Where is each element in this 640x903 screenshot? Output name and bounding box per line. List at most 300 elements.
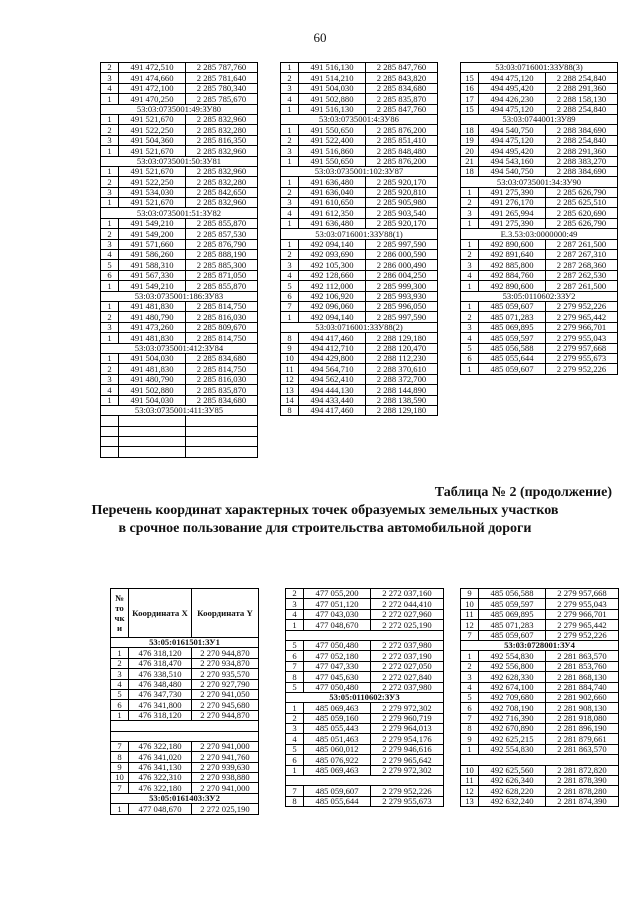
coordinate-x: 491 571,660 [119,239,186,249]
table-row [281,270,438,280]
point-number: 18 [461,166,479,176]
coordinate-y: 2 285 834,680 [186,395,258,405]
parcel-id: 53:03:0716001:3ЗУ88(3) [461,63,618,73]
coordinate-x: 492 112,000 [299,281,366,291]
coordinate-y: 2 281 878,390 [546,776,619,786]
point-number: 8 [286,796,304,806]
coordinate-y: 2 270 941,760 [192,752,259,762]
point-number: 1 [281,177,299,187]
coordinate-y: 2 288 383,270 [546,156,618,166]
coordinate-y: 2 270 939,630 [192,762,259,772]
table-row [286,755,444,765]
point-number: 1 [286,765,304,775]
coordinate-y [186,416,258,426]
coordinate-y: 2 285 851,410 [366,135,438,145]
point-number: 5 [111,689,129,699]
point-number: 9 [461,589,479,599]
parcel-header-row [101,291,258,301]
coordinate-x: 476 318,470 [129,658,192,668]
point-number: 2 [101,312,119,322]
coordinate-x: 476 322,180 [129,783,192,793]
header-point-number: № то чк и [111,589,129,638]
parcel-header-row [461,291,618,301]
table-row [461,599,619,609]
table-row [461,166,618,176]
point-number: 7 [461,630,479,640]
parcel-id: 53:03:0735001:412:ЗУ84 [101,343,258,353]
point-number: 4 [286,609,304,619]
coordinate-x: 485 059,597 [479,333,546,343]
point-number: 3 [101,322,119,332]
coordinate-x: 492 632,240 [479,796,546,806]
coordinate-x: 477 050,480 [304,682,371,692]
coordinate-y: 2 287 261,500 [546,281,618,291]
parcel-header-row [281,166,438,176]
coordinate-y: 2 270 944,870 [192,648,259,658]
table-row [101,94,258,104]
point-number: 2 [281,73,299,83]
coordinate-x: 491 504,360 [119,135,186,145]
coordinate-x: 491 480,790 [119,312,186,322]
coordinate-y: 2 281 879,661 [546,734,619,744]
coordinate-y: 2 288 384,690 [546,166,618,176]
coordinate-x: 494 417,460 [299,333,366,343]
point-number: 2 [286,589,304,599]
point-number: 5 [281,281,299,291]
coordinate-y: 2 272 027,050 [371,661,444,671]
table-row [461,796,619,806]
coordinate-y: 2 285 997,590 [366,312,438,322]
parcel-id: 53:03:0735001:102:ЗУ87 [281,166,438,176]
coordinate-x: 476 322,310 [129,773,192,783]
table-row [286,734,444,744]
point-number: 5 [286,682,304,692]
coordinate-x: 485 051,463 [304,734,371,744]
point-number: 8 [281,333,299,343]
coordinate-y: 2 279 954,176 [371,734,444,744]
point-number: 7 [286,786,304,796]
table-row [461,353,618,363]
coordinate-y: 2 285 625,510 [546,198,618,208]
table-row [281,395,438,405]
point-number: 1 [281,218,299,228]
coordinate-y: 2 285 848,480 [366,146,438,156]
point-number: 9 [281,343,299,353]
point-number: 14 [281,395,299,405]
table-row [101,312,258,322]
coordinate-x: 492 708,190 [479,703,546,713]
coordinate-y [186,447,258,457]
point-number: 1 [461,364,479,374]
coordinate-y: 2 279 952,226 [371,786,444,796]
coordinate-x: 491 550,650 [299,125,366,135]
point-number: 4 [101,83,119,93]
coordinate-y: 2 285 871,050 [186,270,258,280]
parcel-id: 53:05:0161403:ЗУ2 [111,793,259,803]
coordinate-y: 2 285 785,670 [186,94,258,104]
table-row [111,762,259,772]
table-row [286,724,444,734]
coordinate-y: 2 285 816,350 [186,135,258,145]
coordinate-x: 477 051,120 [304,599,371,609]
table-row [461,589,619,599]
point-number: 15 [461,104,479,114]
coordinate-x: 491 474,660 [119,73,186,83]
point-number: 1 [101,166,119,176]
point-number: 3 [101,187,119,197]
coordinate-x: 476 341,130 [129,762,192,772]
table-caption: Таблица № 2 (продолжение) [434,485,612,500]
point-number: 9 [461,734,479,744]
coordinate-y: 2 272 037,980 [371,640,444,650]
parcel-id: 53:03:0744001:ЗУ89 [461,114,618,124]
parcel-header-row [281,229,438,239]
point-number: 1 [461,187,479,197]
coordinate-x: 491 636,040 [299,187,366,197]
coordinate-y: 2 285 834,680 [186,353,258,363]
table-row [281,146,438,156]
point-number: 2 [101,229,119,239]
coordinate-x: 492 890,600 [479,239,546,249]
coordinate-y: 2 285 876,790 [186,239,258,249]
coordinate-x: 494 475,120 [479,135,546,145]
coordinate-y: 2 288 291,360 [546,83,618,93]
coordinate-y: 2 286 000,590 [366,250,438,260]
point-number: 3 [101,135,119,145]
point-number: 6 [461,703,479,713]
coordinate-y: 2 281 878,280 [546,786,619,796]
table-row [286,796,444,806]
coordinate-x: 491 516,860 [299,146,366,156]
coordinate-x: 494 543,160 [479,156,546,166]
point-number [101,447,119,457]
table-row [281,187,438,197]
coordinate-y: 2 285 847,760 [366,104,438,114]
table-row [461,333,618,343]
point-number: 8 [281,405,299,415]
point-number: 2 [111,658,129,668]
coordinate-y: 2 279 972,302 [371,765,444,775]
point-number: 2 [286,713,304,723]
parcel-header-row [461,177,618,187]
table-row [286,713,444,723]
point-number: 3 [286,599,304,609]
coordinate-x: 485 069,895 [479,609,546,619]
coordinate-y: 2 270 944,870 [192,710,259,720]
coordinate-x: 494 412,710 [299,343,366,353]
coordinate-x: 492 885,800 [479,260,546,270]
coordinate-y: 2 279 952,226 [546,301,618,311]
coordinate-x: 491 470,250 [119,94,186,104]
table-row [461,260,618,270]
coordinate-y: 2 288 144,890 [366,385,438,395]
coordinate-y: 2 270 941,000 [192,783,259,793]
coordinate-y: 2 285 843,820 [366,73,438,83]
coordinate-y: 2 281 874,390 [546,796,619,806]
coordinate-x: 477 043,030 [304,609,371,619]
coordinate-y: 2 288 129,180 [366,405,438,415]
parcel-id: 53:05:0110602:3ЗУ2 [461,291,618,301]
table-row [281,312,438,322]
coordinate-x: 476 348,480 [129,679,192,689]
table-row [111,679,259,689]
coordinate-y: 2 279 966,701 [546,609,619,619]
coordinate-x [119,437,186,447]
coordinate-y: 2 270 935,570 [192,669,259,679]
coordinate-x: 491 610,650 [299,198,366,208]
table-row [461,146,618,156]
point-number [101,426,119,436]
coordinate-x: 492 716,390 [479,713,546,723]
table-row [101,447,258,457]
table-row [461,83,618,93]
coordinates-table-bottom-2 [285,588,444,807]
table-row [461,672,619,682]
coordinate-x: 491 516,130 [299,104,366,114]
coordinate-y: 2 285 847,760 [366,63,438,73]
table-row [461,322,618,332]
coordinate-x: 494 429,800 [299,353,366,363]
point-number: 1 [281,104,299,114]
coordinate-x: 492 105,300 [299,260,366,270]
table-row [101,437,258,447]
coordinate-x: 477 047,330 [304,661,371,671]
coordinate-y: 2 288 254,840 [546,73,618,83]
point-number: 4 [281,94,299,104]
coordinate-x: 491 472,100 [119,83,186,93]
table-row [286,599,444,609]
point-number: 1 [281,239,299,249]
table-row [281,281,438,291]
table-row [101,187,258,197]
point-number: 5 [101,260,119,270]
coordinate-y: 2 279 965,442 [546,312,618,322]
coordinate-y: 2 288 291,360 [546,146,618,156]
coordinate-y: 2 285 832,960 [186,146,258,156]
parcel-header-row [111,793,259,803]
point-number: 7 [111,783,129,793]
table-row [281,353,438,363]
table-row [101,83,258,93]
coordinate-x: 476 341,800 [129,700,192,710]
coordinate-y: 2 279 965,442 [546,620,619,630]
point-number: 11 [461,776,479,786]
coordinate-x: 491 586,260 [119,250,186,260]
table-row [101,374,258,384]
table-row [461,786,619,796]
coordinate-y: 2 285 835,870 [366,94,438,104]
table-row [461,135,618,145]
coordinate-x: 491 481,830 [119,333,186,343]
point-number: 1 [281,312,299,322]
point-number: 2 [101,63,119,73]
coordinate-y: 2 279 957,668 [546,343,618,353]
coordinate-y: 2 281 853,760 [546,661,619,671]
table-row [461,104,618,114]
coordinate-y: 2 285 857,530 [186,229,258,239]
table-row [111,689,259,699]
coordinate-x: 491 265,994 [479,208,546,218]
parcel-id: 53:03:0728001:ЗУ4 [461,640,619,650]
coordinate-y: 2 272 025,190 [192,804,259,814]
coordinate-y: 2 285 876,200 [366,125,438,135]
coordinate-x: 491 522,250 [119,125,186,135]
parcel-id: 53:03:0716001:3ЗУ88(1) [281,229,438,239]
table-row [101,260,258,270]
point-number: 1 [111,710,129,720]
blank-cell [286,776,444,786]
coordinate-y: 2 281 863,570 [546,744,619,754]
parcel-header-row [101,104,258,114]
point-number: 1 [101,395,119,405]
blank-row [111,721,259,731]
point-number: 1 [281,125,299,135]
parcel-header-row [461,114,618,124]
coordinate-y: 2 279 960,719 [371,713,444,723]
table-row [461,609,619,619]
coordinate-x: 492 884,760 [479,270,546,280]
coordinate-x: 476 347,730 [129,689,192,699]
coordinate-x: 491 481,830 [119,301,186,311]
table-row [286,765,444,775]
coordinate-y: 2 285 920,170 [366,218,438,228]
coordinates-table-bottom-3 [460,588,619,807]
coordinate-x: 494 564,710 [299,364,366,374]
point-number: 1 [461,239,479,249]
parcel-header-row [286,692,444,702]
coordinate-y [186,426,258,436]
point-number: 4 [461,333,479,343]
coordinate-y: 2 272 037,190 [371,651,444,661]
blank-row [461,755,619,765]
coordinate-y: 2 288 254,840 [546,104,618,114]
point-number: 18 [461,125,479,135]
parcel-id: 53:03:0735001:51:ЗУ82 [101,208,258,218]
coordinate-x: 491 550,650 [299,156,366,166]
coordinate-y: 2 279 955,673 [371,796,444,806]
table-row [101,114,258,124]
coordinate-y: 2 281 918,080 [546,713,619,723]
table-row [281,333,438,343]
parcel-header-row [111,638,259,648]
parcel-id: 53:03:0735001:50:ЗУ81 [101,156,258,166]
point-number: 4 [286,734,304,744]
coordinate-y: 2 285 855,870 [186,218,258,228]
point-number: 4 [281,270,299,280]
table-row [281,208,438,218]
parcel-id: Е.3.53:03:0000000:49 [461,229,618,239]
point-number: 3 [461,322,479,332]
coordinate-x: 491 636,480 [299,177,366,187]
table-row [101,229,258,239]
table-row [101,218,258,228]
coordinate-x: 492 628,330 [479,672,546,682]
point-number: 5 [461,692,479,702]
coordinate-y: 2 270 941,000 [192,741,259,751]
table-row [101,166,258,176]
point-number: 3 [111,669,129,679]
coordinate-x [119,447,186,457]
table-row [111,658,259,668]
point-number: 1 [281,63,299,73]
coordinate-y: 2 287 268,360 [546,260,618,270]
table-row [286,589,444,599]
coordinate-x [119,426,186,436]
coordinate-y: 2 279 972,302 [371,703,444,713]
coordinate-x: 492 628,220 [479,786,546,796]
point-number: 1 [111,804,129,814]
coordinate-y: 2 285 626,790 [546,187,618,197]
blank-row [111,731,259,741]
table-row [101,146,258,156]
coordinate-y: 2 272 044,410 [371,599,444,609]
parcel-header-row [461,229,618,239]
coordinate-y: 2 281 872,820 [546,765,619,775]
point-number: 1 [286,620,304,630]
point-number: 21 [461,156,479,166]
table-row [101,135,258,145]
parcel-header-row [101,156,258,166]
coordinate-x: 492 709,680 [479,692,546,702]
point-number: 11 [281,364,299,374]
coordinate-x: 485 059,607 [479,301,546,311]
coordinate-x: 494 540,750 [479,166,546,176]
table-row [286,744,444,754]
point-number: 2 [101,364,119,374]
point-number: 12 [461,620,479,630]
coordinate-y: 2 286 000,490 [366,260,438,270]
coordinate-x: 491 275,390 [479,218,546,228]
coordinate-y: 2 288 254,840 [546,135,618,145]
coordinate-x: 485 069,895 [479,322,546,332]
coordinate-x: 485 056,588 [479,343,546,353]
parcel-id: 53:03:0735001:411:ЗУ85 [101,405,258,415]
coordinate-y: 2 279 946,616 [371,744,444,754]
table-row [461,661,619,671]
coordinate-x: 492 106,920 [299,291,366,301]
point-number: 6 [286,651,304,661]
coordinate-x: 494 495,420 [479,146,546,156]
point-number: 1 [101,218,119,228]
table-row [111,773,259,783]
coordinate-x: 494 433,440 [299,395,366,405]
table-row [101,416,258,426]
table-row [281,177,438,187]
table-row [286,640,444,650]
table-row [461,208,618,218]
point-number: 8 [461,724,479,734]
coordinate-x: 492 096,060 [299,301,366,311]
point-number: 3 [281,83,299,93]
table-row [111,752,259,762]
parcel-id: 53:03:0716001:3ЗУ88(2) [281,322,438,332]
coordinate-y: 2 285 620,690 [546,208,618,218]
coordinate-y: 2 281 896,190 [546,724,619,734]
point-number: 8 [286,672,304,682]
coordinate-x: 492 626,340 [479,776,546,786]
table-row [281,94,438,104]
point-number: 16 [461,83,479,93]
point-number: 9 [111,762,129,772]
coordinate-x: 477 055,200 [304,589,371,599]
coordinates-table-top-3 [460,62,618,375]
coordinate-x: 492 891,640 [479,250,546,260]
table-row [461,343,618,353]
table-row [461,187,618,197]
coordinate-x: 491 502,880 [119,385,186,395]
point-number: 19 [461,135,479,145]
table-row [101,426,258,436]
